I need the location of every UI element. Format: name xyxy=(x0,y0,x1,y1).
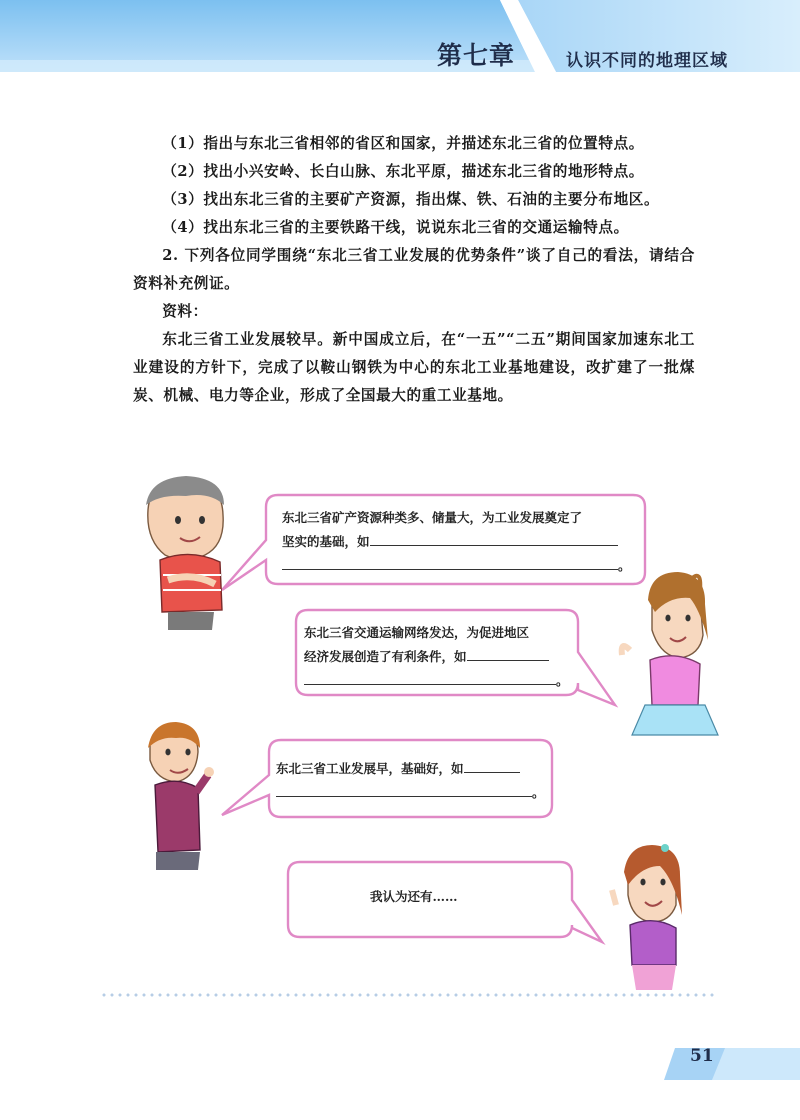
bubble-1-line-2-label: 坚实的基础，如 xyxy=(282,534,370,549)
page-number: 51 xyxy=(690,1046,714,1066)
bubble-2-period: 。 xyxy=(556,673,569,688)
bubble-3-line-1-label: 东北三省工业发展早，基础好，如 xyxy=(276,761,464,776)
chapter-subtitle: 认识不同的地理区域 xyxy=(566,51,728,71)
bubble-4-text: 我认为还有…… xyxy=(370,889,458,904)
question-4: （4）找出东北三省的主要铁路干线，说说东北三省的交通运输特点。 xyxy=(162,219,629,236)
question-3: （3）找出东北三省的主要矿产资源，指出煤、铁、石油的主要分布地区。 xyxy=(162,191,660,208)
bubble-1-period: 。 xyxy=(618,558,631,573)
material-label: 资料： xyxy=(162,303,208,320)
bubble-2-line-2-label: 经济发展创造了有利条件，如 xyxy=(304,649,467,664)
task-2: 2. 下列各位同学围绕“东北三省工业发展的优势条件”谈了自己的看法，请结合资料补充例证。 xyxy=(133,247,695,292)
bubble-3-period: 。 xyxy=(532,785,545,800)
question-1: （1）指出与东北三省相邻的省区和国家，并描述东北三省的位置特点。 xyxy=(162,135,644,152)
bubble-2-line-1: 东北三省交通运输网络发达，为促进地区 xyxy=(304,625,530,640)
bubble-1-line-1: 东北三省矿产资源种类多、储量大，为工业发展奠定了 xyxy=(282,510,583,525)
question-2: （2）找出小兴安岭、长白山脉、东北平原，描述东北三省的地形特点。 xyxy=(162,163,644,180)
chapter-title: 第七章 xyxy=(436,41,515,70)
material-text: 东北三省工业发展较早。新中国成立后，在“一五”“二五”期间国家加速东北工业建设的方针下，完成了以鞍山钢铁为中心的东北工业基地建设，改扩建了一批煤炭、机械、电力等企业，形成了全国最大的重工业基地。 xyxy=(133,331,695,404)
